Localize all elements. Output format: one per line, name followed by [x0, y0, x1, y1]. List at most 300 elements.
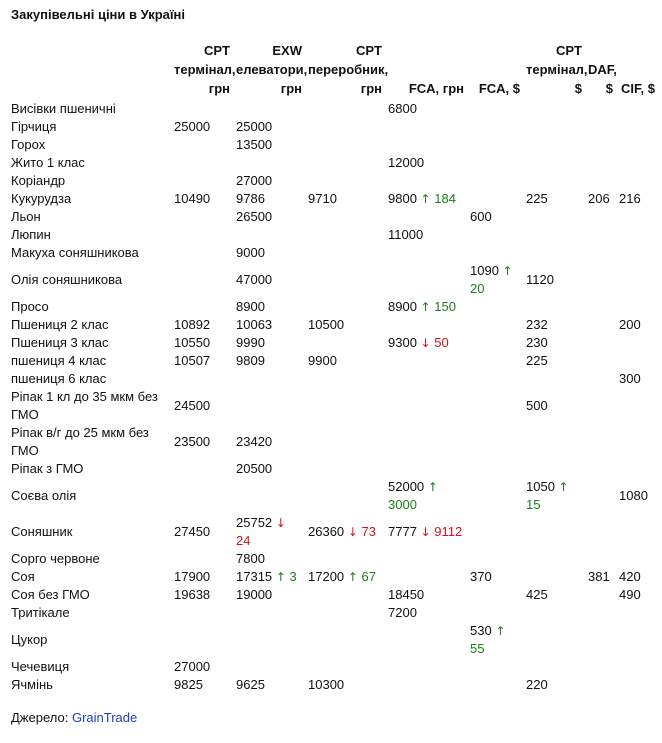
price-cell [585, 352, 616, 370]
arrow-up-icon: ↑ [420, 192, 431, 206]
price-cell [385, 316, 467, 334]
table-row [8, 208, 658, 226]
table-row [8, 568, 658, 586]
price-cell [233, 226, 305, 244]
price-cell [385, 118, 467, 136]
commodity-name: Висівки пшеничні [11, 101, 116, 116]
price-cell [233, 514, 305, 550]
price-cell [523, 226, 585, 244]
arrow-down-icon: ↓ [420, 336, 431, 350]
commodity-name: Макуха соняшникова [11, 245, 139, 260]
price-cell [523, 244, 585, 262]
price-cell [467, 172, 523, 190]
price-cell [171, 424, 233, 460]
price-cell [171, 298, 233, 316]
price-cell [305, 244, 385, 262]
price-cell [616, 478, 658, 514]
price-value: 27000 [236, 173, 273, 188]
price-cell [385, 334, 467, 352]
price-change-value: 184 [434, 191, 456, 206]
price-value: 11000 [388, 227, 424, 242]
price-value: 17900 [174, 569, 211, 584]
price-value: 9625 [236, 677, 265, 692]
price-cell [233, 658, 305, 676]
price-cell [616, 388, 658, 424]
price-cell [467, 460, 523, 478]
price-value: 216 [619, 191, 641, 206]
price-value: 10507 [174, 353, 211, 368]
price-cell [305, 604, 385, 622]
source-link[interactable]: GrainTrade [71, 710, 138, 725]
price-cell [523, 568, 585, 586]
price-cell [385, 154, 467, 172]
price-cell [523, 298, 585, 316]
price-cell [467, 370, 523, 388]
price-cell [305, 676, 385, 694]
price-cell [467, 190, 523, 208]
arrow-down-icon: ↓ [347, 525, 358, 539]
price-cell [585, 154, 616, 172]
price-value: 9710 [308, 191, 337, 206]
price-change-value: 24 [236, 533, 251, 548]
column-header: FCA, грн [408, 81, 464, 96]
price-value: 12000 [388, 155, 425, 170]
price-value: 1090 [470, 263, 499, 278]
price-value: 25752 [236, 515, 273, 530]
price-cell [385, 676, 467, 694]
price-value: 7800 [236, 551, 265, 566]
price-cell [585, 424, 616, 460]
price-change [421, 191, 456, 206]
table-row [8, 388, 658, 424]
price-change-value: 15 [526, 497, 541, 512]
price-cell [385, 388, 467, 424]
price-cell [616, 100, 658, 118]
price-value: 9000 [236, 245, 265, 260]
table-row [8, 262, 658, 298]
price-change-value: 3 [289, 569, 297, 584]
price-cell [305, 370, 385, 388]
price-cell [616, 136, 658, 154]
price-cell [616, 604, 658, 622]
price-cell [305, 334, 385, 352]
price-cell [523, 514, 585, 550]
table-row [8, 136, 658, 154]
price-cell [523, 676, 585, 694]
arrow-down-icon: ↓ [275, 516, 286, 530]
price-cell [585, 658, 616, 676]
price-value: 420 [619, 569, 641, 584]
price-cell [171, 136, 233, 154]
price-value: 9300 [388, 335, 417, 350]
price-cell [305, 352, 385, 370]
price-cell [233, 568, 305, 586]
name-column-header [8, 41, 171, 100]
price-value: 10490 [174, 191, 211, 206]
table-row [8, 244, 658, 262]
price-cell [616, 460, 658, 478]
commodity-name: Олія соняшникова [11, 272, 123, 287]
price-value: 25000 [236, 119, 273, 134]
price-cell [467, 154, 523, 172]
price-value: 6800 [388, 101, 417, 116]
price-cell [523, 190, 585, 208]
price-cell [171, 370, 233, 388]
table-row [8, 118, 658, 136]
price-cell [171, 244, 233, 262]
price-cell [233, 388, 305, 424]
price-value: 9800 [388, 191, 417, 206]
price-change [421, 524, 463, 539]
price-change-value: 73 [361, 524, 376, 539]
commodity-name: Чечевиця [11, 659, 70, 674]
price-cell [233, 424, 305, 460]
price-cell [467, 118, 523, 136]
commodity-name: Сорго червоне [11, 551, 100, 566]
price-change-value: 20 [470, 281, 485, 296]
price-value: 27000 [174, 659, 211, 674]
price-change [276, 569, 297, 584]
table-row [8, 100, 658, 118]
price-cell [616, 658, 658, 676]
commodity-name: Соя без ГМО [11, 587, 90, 602]
price-cell [233, 370, 305, 388]
price-cell [171, 478, 233, 514]
price-change-value: 55 [470, 641, 485, 656]
price-value: 9900 [308, 353, 337, 368]
commodity-name: Кукурудза [11, 191, 72, 206]
column-header: CPT термінал, грн [174, 43, 236, 96]
price-value: 27450 [174, 524, 211, 539]
price-cell [585, 208, 616, 226]
table-body [8, 100, 658, 694]
table-row [8, 352, 658, 370]
price-value: 220 [526, 677, 548, 692]
price-cell [523, 604, 585, 622]
price-value: 17200 [308, 569, 345, 584]
price-cell [523, 154, 585, 172]
price-value: 381 [588, 569, 610, 584]
commodity-name: Ячмінь [11, 677, 53, 692]
price-change [348, 524, 376, 539]
column-header: CIF, $ [621, 81, 655, 96]
price-value: 18450 [388, 587, 425, 602]
price-cell [171, 334, 233, 352]
price-value: 490 [619, 587, 641, 602]
table-row [8, 154, 658, 172]
price-cell [467, 550, 523, 568]
price-cell [467, 514, 523, 550]
price-value: 225 [526, 191, 548, 206]
price-cell [585, 136, 616, 154]
source-label: Джерело: [11, 710, 69, 725]
price-cell [305, 316, 385, 334]
arrow-up-icon: ↑ [427, 480, 438, 494]
column-header: CPT переробник, грн [308, 43, 389, 96]
column-header: CPT термінал, $ [526, 43, 588, 96]
price-cell [171, 208, 233, 226]
price-cell [305, 190, 385, 208]
price-cell [616, 550, 658, 568]
price-value: 500 [526, 398, 548, 413]
price-cell [523, 586, 585, 604]
price-cell [585, 118, 616, 136]
commodity-name: Ріпак в/г до 25 мкм без ГМО [11, 425, 149, 458]
price-cell [523, 100, 585, 118]
price-cell [385, 352, 467, 370]
price-cell [523, 118, 585, 136]
price-value: 1080 [619, 488, 648, 503]
price-cell [467, 388, 523, 424]
price-value: 9825 [174, 677, 203, 692]
price-value: 370 [470, 569, 492, 584]
price-cell [305, 118, 385, 136]
price-change-value: 9112 [434, 524, 463, 539]
price-cell [523, 136, 585, 154]
price-change [421, 299, 456, 314]
price-cell [233, 298, 305, 316]
price-cell [385, 622, 467, 658]
table-row [8, 424, 658, 460]
price-cell [585, 226, 616, 244]
price-cell [523, 478, 585, 514]
price-cell [233, 172, 305, 190]
commodity-name: Пшениця 3 клас [11, 335, 109, 350]
table-row [8, 298, 658, 316]
price-cell [616, 514, 658, 550]
price-value: 7777 [388, 524, 417, 539]
price-cell [305, 514, 385, 550]
price-cell [585, 100, 616, 118]
price-cell [233, 352, 305, 370]
price-cell [385, 370, 467, 388]
price-cell [523, 172, 585, 190]
price-value: 25000 [174, 119, 211, 134]
price-cell [585, 550, 616, 568]
price-value: 8900 [388, 299, 417, 314]
table-row [8, 478, 658, 514]
commodity-name: Ріпак 1 кл до 35 мкм без ГМО [11, 389, 158, 422]
price-cell [171, 676, 233, 694]
price-value: 9786 [236, 191, 265, 206]
price-cell [233, 586, 305, 604]
price-cell [305, 100, 385, 118]
column-header: FCA, $ [478, 81, 520, 96]
price-value: 13500 [236, 137, 273, 152]
price-cell [233, 622, 305, 658]
price-cell [467, 352, 523, 370]
table-row [8, 514, 658, 550]
price-cell [233, 262, 305, 298]
price-cell [385, 550, 467, 568]
price-cell [305, 478, 385, 514]
price-value: 232 [526, 317, 548, 332]
price-cell [467, 334, 523, 352]
price-cell [616, 586, 658, 604]
price-cell [305, 388, 385, 424]
commodity-name: Коріандр [11, 173, 66, 188]
page-title: Закупівельні ціни в Україні [11, 7, 186, 22]
arrow-up-icon: ↑ [502, 264, 513, 278]
prices-table [8, 41, 658, 694]
price-cell [171, 460, 233, 478]
price-cell [233, 604, 305, 622]
price-cell [305, 586, 385, 604]
price-cell [385, 190, 467, 208]
price-cell [467, 568, 523, 586]
price-cell [305, 154, 385, 172]
price-cell [616, 154, 658, 172]
price-value: 1050 [526, 479, 555, 494]
price-cell [233, 334, 305, 352]
price-cell [305, 172, 385, 190]
price-cell [233, 316, 305, 334]
price-cell [616, 334, 658, 352]
price-cell [385, 262, 467, 298]
price-cell [385, 172, 467, 190]
price-cell [467, 298, 523, 316]
price-cell [585, 604, 616, 622]
commodity-name: Пшениця 2 клас [11, 317, 109, 332]
price-cell [467, 100, 523, 118]
price-value: 26500 [236, 209, 273, 224]
price-cell [467, 208, 523, 226]
commodity-name: Цукор [11, 632, 48, 647]
column-header: DAF, $ [588, 62, 617, 96]
price-cell [616, 622, 658, 658]
commodity-name: пшениця 4 клас [11, 353, 107, 368]
commodity-name: Гірчиця [11, 119, 57, 134]
price-cell [385, 136, 467, 154]
price-cell [385, 514, 467, 550]
price-cell [171, 172, 233, 190]
price-cell [233, 676, 305, 694]
price-cell [305, 460, 385, 478]
price-cell [585, 514, 616, 550]
price-cell [523, 424, 585, 460]
price-cell [233, 478, 305, 514]
price-value: 10550 [174, 335, 211, 350]
price-cell [385, 586, 467, 604]
price-value: 206 [588, 191, 610, 206]
price-cell [171, 118, 233, 136]
price-cell [585, 244, 616, 262]
price-value: 52000 [388, 479, 425, 494]
price-cell [385, 658, 467, 676]
price-cell [233, 190, 305, 208]
price-cell [523, 262, 585, 298]
price-cell [616, 352, 658, 370]
price-cell [171, 316, 233, 334]
price-cell [171, 190, 233, 208]
price-value: 230 [526, 335, 548, 350]
price-cell [467, 244, 523, 262]
price-cell [467, 658, 523, 676]
table-header-row [8, 41, 658, 100]
price-cell [523, 460, 585, 478]
price-cell [585, 298, 616, 316]
price-cell [616, 190, 658, 208]
table-row [8, 586, 658, 604]
arrow-up-icon: ↑ [495, 624, 506, 638]
price-cell [585, 190, 616, 208]
price-cell [171, 586, 233, 604]
price-cell [171, 262, 233, 298]
price-cell [305, 298, 385, 316]
price-cell [616, 208, 658, 226]
commodity-name: Ріпак з ГМО [11, 461, 84, 476]
price-cell [385, 244, 467, 262]
price-cell [385, 424, 467, 460]
price-cell [171, 514, 233, 550]
price-change-value: 50 [434, 335, 449, 350]
price-value: 26360 [308, 524, 345, 539]
table-row [8, 334, 658, 352]
price-value: 19638 [174, 587, 211, 602]
price-cell [585, 676, 616, 694]
table-row [8, 622, 658, 658]
price-value: 10500 [308, 317, 345, 332]
price-cell [233, 136, 305, 154]
price-cell [385, 298, 467, 316]
price-cell [467, 262, 523, 298]
price-cell [523, 334, 585, 352]
price-change-value: 3000 [388, 497, 417, 512]
price-cell [616, 118, 658, 136]
price-change [421, 335, 449, 350]
price-cell [385, 568, 467, 586]
price-cell [385, 478, 467, 514]
price-cell [305, 262, 385, 298]
price-cell [233, 118, 305, 136]
price-change-value: 150 [434, 299, 456, 314]
price-cell [467, 478, 523, 514]
price-cell [233, 460, 305, 478]
price-cell [467, 586, 523, 604]
commodity-name: Тритікале [11, 605, 70, 620]
table-row [8, 658, 658, 676]
price-cell [523, 550, 585, 568]
commodity-name: Просо [11, 299, 49, 314]
price-cell [305, 658, 385, 676]
arrow-up-icon: ↑ [420, 300, 431, 314]
price-cell [467, 316, 523, 334]
price-value: 9809 [236, 353, 265, 368]
price-value: 1120 [526, 272, 554, 287]
price-cell [385, 604, 467, 622]
price-cell [171, 226, 233, 244]
price-cell [616, 424, 658, 460]
price-value: 23500 [174, 434, 211, 449]
table-row [8, 226, 658, 244]
price-cell [616, 298, 658, 316]
commodity-name: Соєва олія [11, 488, 77, 503]
commodity-name: Люпин [11, 227, 51, 242]
price-value: 10063 [236, 317, 273, 332]
price-cell [616, 226, 658, 244]
arrow-down-icon: ↓ [420, 525, 431, 539]
column-header: EXW елеватори, грн [236, 43, 308, 96]
source-line [11, 710, 137, 725]
price-cell [585, 568, 616, 586]
price-cell [616, 244, 658, 262]
price-value: 10892 [174, 317, 211, 332]
commodity-name: Соя [11, 569, 35, 584]
commodity-name: Жито 1 клас [11, 155, 85, 170]
price-cell [523, 208, 585, 226]
table-row [8, 316, 658, 334]
price-cell [585, 262, 616, 298]
